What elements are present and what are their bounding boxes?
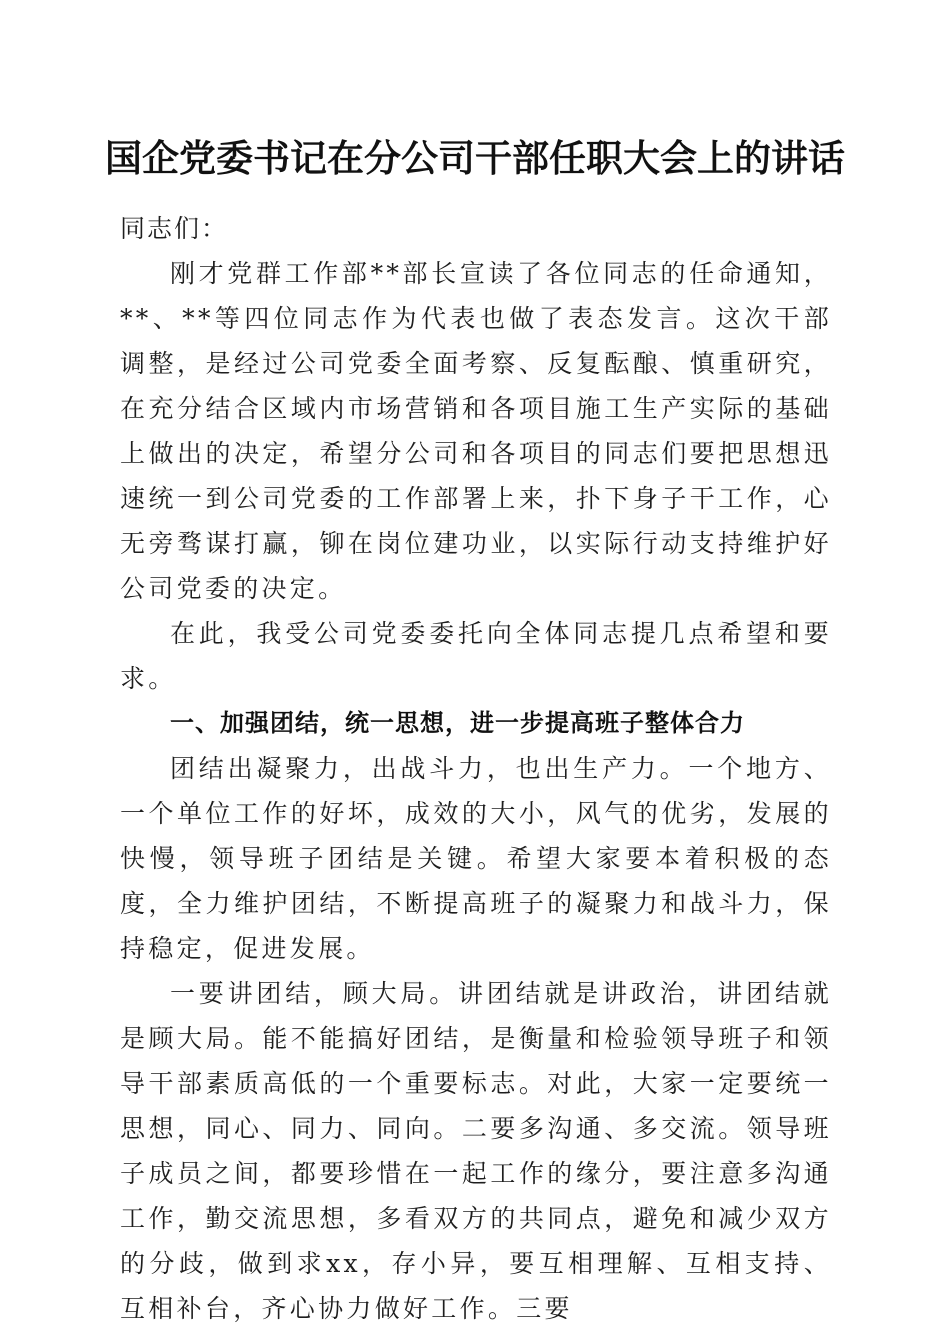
body-paragraph: 一要讲团结，顾大局。讲团结就是讲政治，讲团结就是顾大局。能不能搞好团结，是衡量和检验领导班子和领导干部素质高低的一个重要标志。对此，大家一定要统一思想，同心、同力、同向。二要多沟通、多交流。领导班子成员之间，都要珍惜在一起工作的缘分，要注意多沟通工作，勤交流思想，多看双方的共同点，避免和减少双方的分歧，做到求xx，存小异，要互相理解、互相支持、互相补台，齐心协力做好工作。三要 [120, 979, 832, 1323]
body-paragraph: 团结出凝聚力，出战斗力，也出生产力。一个地方、一个单位工作的好坏，成效的大小，风气的优劣，发展的快慢，领导班子团结是关键。希望大家要本着积极的态度，全力维护团结，不断提高班子的凝聚力和战斗力，保持稳定，促进发展。 [120, 754, 832, 963]
document-title: 国企党委书记在分公司干部任职大会上的讲话 [105, 136, 845, 180]
body-paragraph: 刚才党群工作部**部长宣读了各位同志的任命通知，**、**等四位同志作为代表也做了表态发言。这次干部调整，是经过公司党委全面考察、反复酝酿、慎重研究，在充分结合区域内市场营销和各项目施工生产实际的基础上做出的决定，希望分公司和各项目的同志们要把思想迅速统一到公司党委的工作部署上来，扑下身子干工作，心无旁骛谋打赢，铆在岗位建功业，以实际行动支持维护好公司党委的决定。 [120, 259, 832, 603]
section-heading: 一、加强团结，统一思想，进一步提高班子整体合力 [170, 709, 745, 737]
body-paragraph: 在此，我受公司党委委托向全体同志提几点希望和要求。 [120, 619, 832, 693]
document-body [120, 206, 832, 1331]
salutation: 同志们： [120, 214, 229, 243]
